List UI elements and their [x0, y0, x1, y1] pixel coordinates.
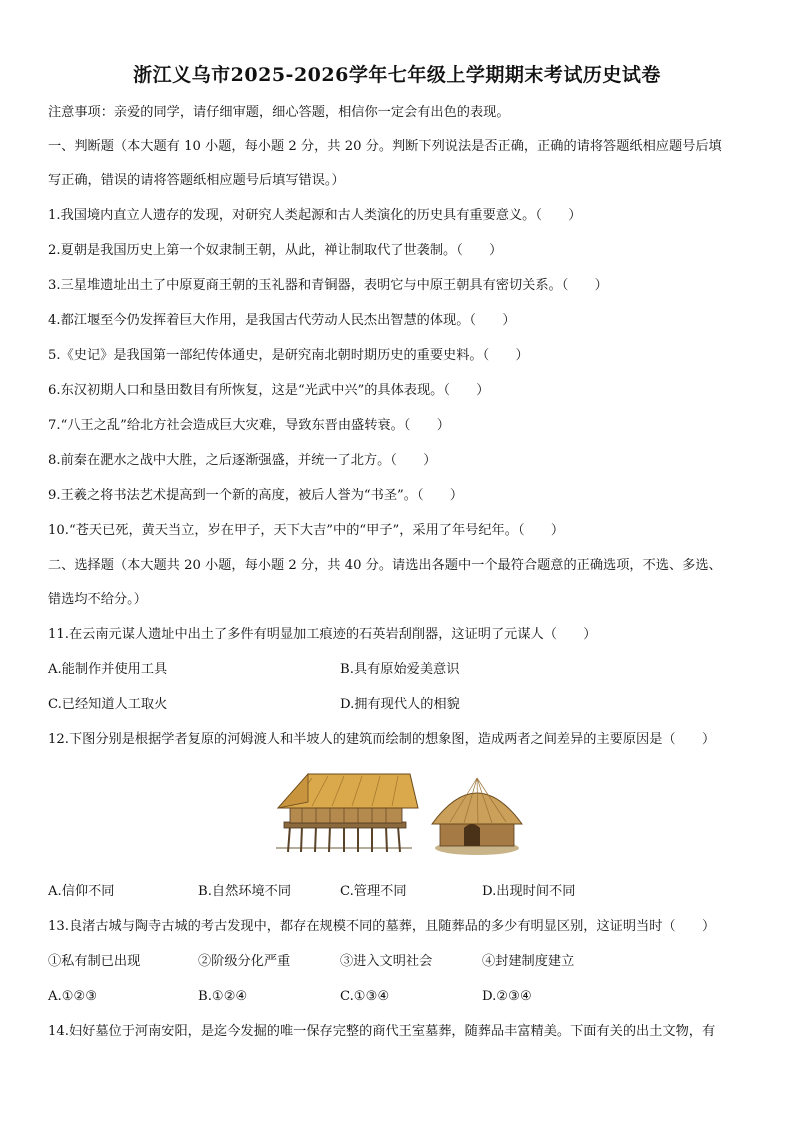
question-13-statement-3: ③进入文明社会 — [340, 954, 433, 969]
question-8: 8.前秦在淝水之战中大胜，之后逐渐强盛，并统一了北方。（ ） — [48, 453, 437, 468]
question-5: 5.《史记》是我国第一部纪传体通史，是研究南北朝时期历史的重要史料。（ ） — [48, 348, 529, 363]
question-14-stem: 14.妇好墓位于河南安阳，是迄今发掘的唯一保存完整的商代王室墓葬，随葬品丰富精美。下面有关的出土文物，有 — [48, 1024, 716, 1039]
question-12-option-c: C.管理不同 — [340, 884, 407, 899]
question-11-option-b: B.具有原始爱美意识 — [340, 662, 460, 677]
section1-header-cont: 写正确，错误的请将答题纸相应题号后填写错误。） — [48, 173, 345, 188]
question-9: 9.王羲之将书法艺术提高到一个新的高度，被后人誉为“书圣”。（ ） — [48, 488, 464, 503]
question-7: 7.“八王之乱”给北方社会造成巨大灾难，导致东晋由盛转衰。（ ） — [48, 418, 450, 433]
notice-text: 注意事项：亲爱的同学，请仔细审题，细心答题，相信你一定会有出色的表现。 — [48, 105, 510, 120]
question-12-stem: 12.下图分别是根据学者复原的河姆渡人和半坡人的建筑而绘制的想象图，造成两者之间差异的主要原因是（ ） — [48, 732, 716, 747]
question-11-option-c: C.已经知道人工取火 — [48, 697, 168, 712]
section2-header-cont: 错选均不给分。） — [48, 592, 147, 607]
question-13-option-a: A.①②③ — [48, 989, 98, 1004]
question-12-option-d: D.出现时间不同 — [482, 884, 576, 899]
question-13-stem: 13.良渚古城与陶寺古城的考古发现中，都存在规模不同的墓葬，且随葬品的多少有明显区别，这证明当时（ ） — [48, 919, 716, 934]
question-13-statement-1: ①私有制已出现 — [48, 954, 141, 969]
question-11-stem: 11.在云南元谋人遗址中出土了多件有明显加工痕迹的石英岩刮削器，这证明了元谋人（ ） — [48, 627, 597, 642]
question-13-statement-2: ②阶级分化严重 — [198, 954, 291, 969]
question-4: 4.都江堰至今仍发挥着巨大作用，是我国古代劳动人民杰出智慧的体现。（ ） — [48, 313, 516, 328]
question-12-option-a: A.信仰不同 — [48, 884, 115, 899]
question-1: 1.我国境内直立人遗存的发现，对研究人类起源和古人类演化的历史具有重要意义。（ ） — [48, 208, 582, 223]
stilt-house-image — [276, 774, 418, 852]
exam-title: 浙江义乌市2025-2026学年七年级上学期期末考试历史试卷 — [133, 64, 661, 86]
question-3: 3.三星堆遗址出土了中原夏商王朝的玉礼器和青铜器，表明它与中原王朝具有密切关系。（ ） — [48, 278, 608, 293]
question-10: 10.“苍天已死，黄天当立，岁在甲子，天下大吉”中的“甲子”，采用了年号纪年。（ ） — [48, 523, 565, 538]
question-12-option-b: B.自然环境不同 — [198, 884, 292, 899]
section2-header: 二、选择题（本大题共 20 小题，每小题 2 分，共 40 分。请选出各题中一个最符合题意的正确选项，不选、多选、 — [48, 558, 722, 573]
question-13-option-b: B.①②④ — [198, 989, 248, 1004]
question-11-option-d: D.拥有现代人的相貌 — [340, 697, 460, 712]
question-6: 6.东汉初期人口和垦田数目有所恢复，这是“光武中兴”的具体表现。（ ） — [48, 383, 490, 398]
question-13-option-d: D.②③④ — [482, 989, 532, 1004]
question-11-option-a: A.能制作并使用工具 — [48, 662, 168, 677]
question-13-statement-4: ④封建制度建立 — [482, 954, 575, 969]
round-hut-image — [432, 778, 522, 855]
dwelling-illustration — [272, 768, 524, 860]
question-2: 2.夏朝是我国历史上第一个奴隶制王朝，从此，禅让制取代了世袭制。（ ） — [48, 243, 503, 258]
question-13-option-c: C.①③④ — [340, 989, 390, 1004]
section1-header: 一、判断题（本大题有 10 小题，每小题 2 分，共 20 分。判断下列说法是否正确，正确的请将答题纸相应题号后填 — [48, 139, 722, 154]
